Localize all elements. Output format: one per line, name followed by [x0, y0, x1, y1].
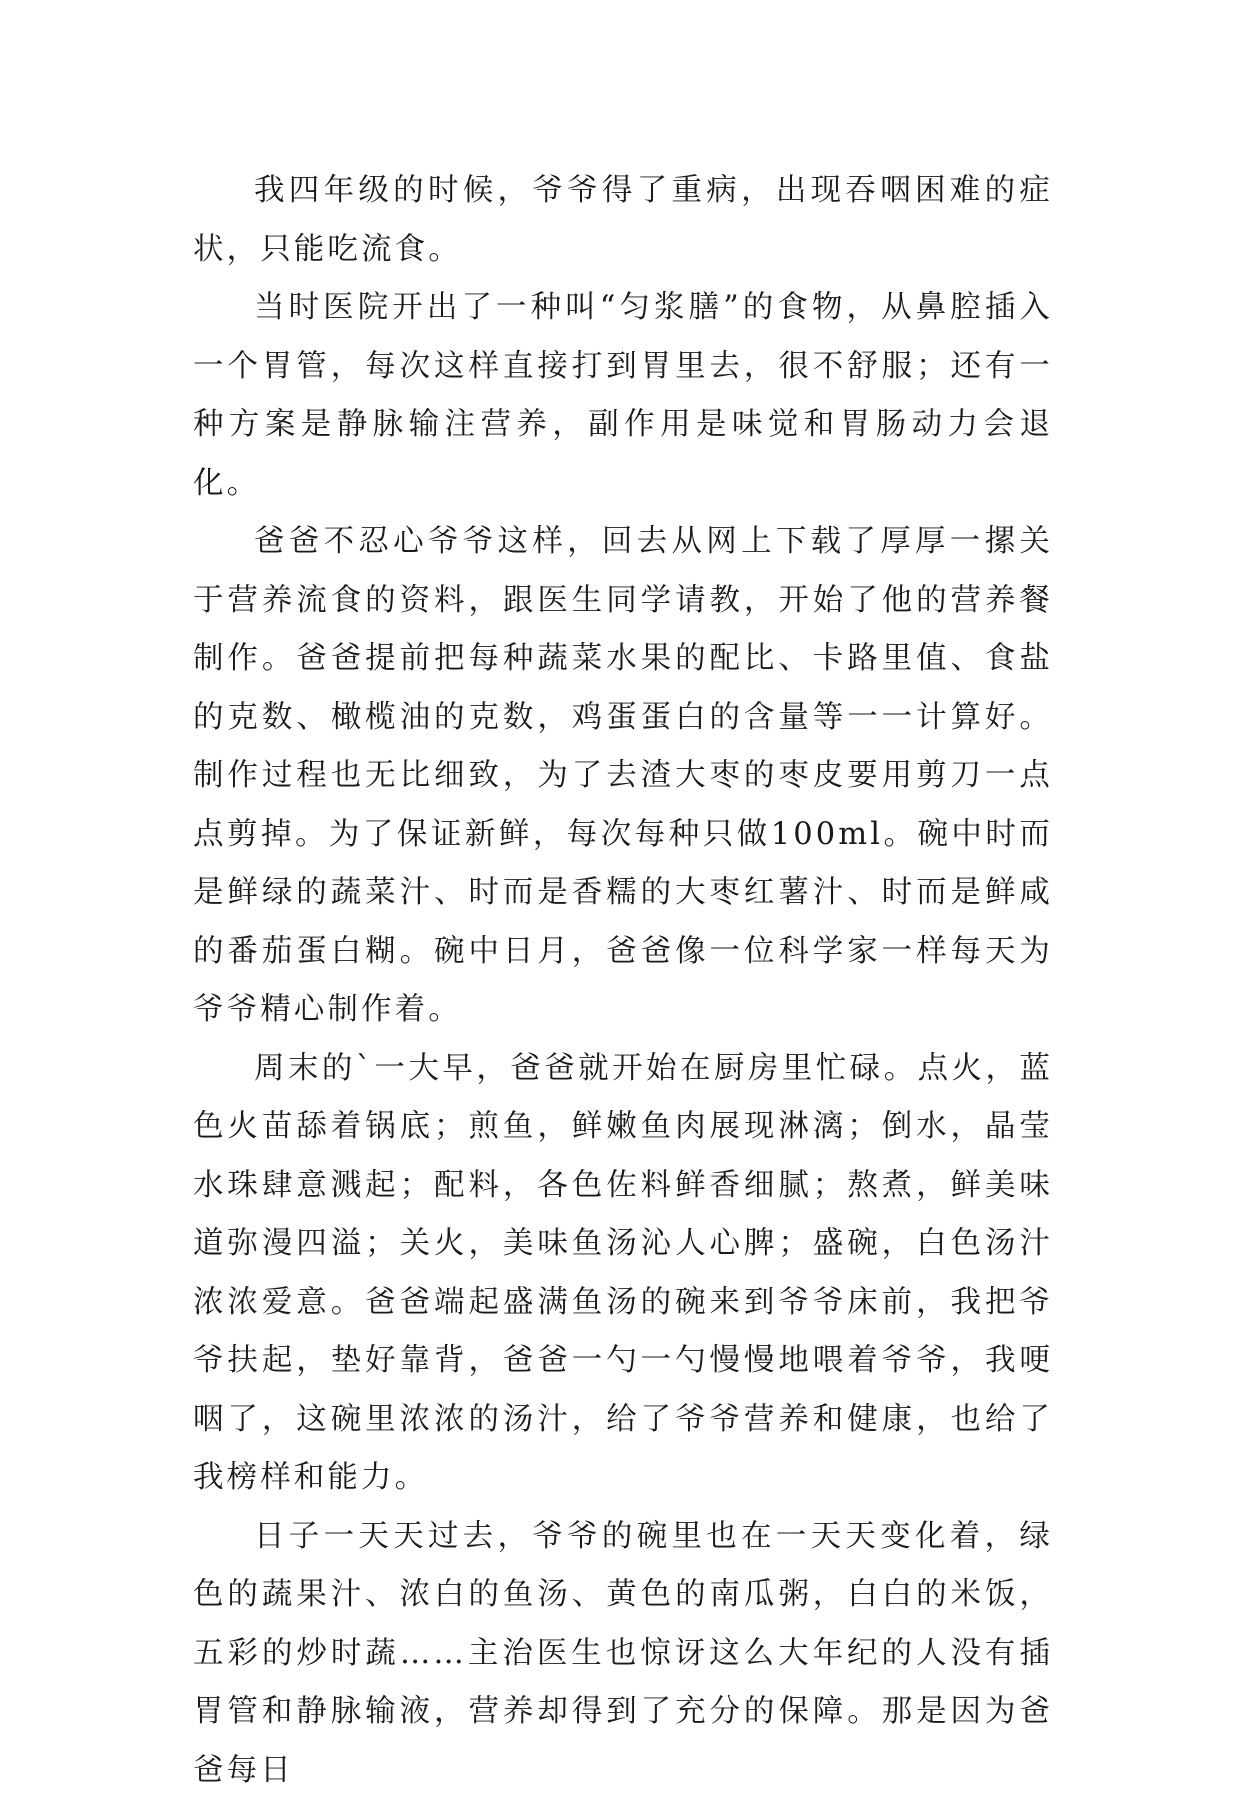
- paragraph-1: 我四年级的时候，爷爷得了重病，出现吞咽困难的症状，只能吃流食。: [193, 162, 1053, 279]
- document-body: [193, 162, 1053, 1800]
- paragraph-3: 爸爸不忍心爷爷这样，回去从网上下载了厚厚一摞关于营养流食的资料，跟医生同学请教，开始了他的营养餐制作。爸爸提前把每种蔬菜水果的配比、卡路里值、食盐的克数、橄榄油的克数，鸡蛋蛋白的含量等一一计算好。制作过程也无比细致，为了去渣大枣的枣皮要用剪刀一点点剪掉。为了保证新鲜，每次每种只做100ml。碗中时而是鲜绿的蔬菜汁、时而是香糯的大枣红薯汁、时而是鲜咸的番茄蛋白糊。碗中日月，爸爸像一位科学家一样每天为爷爷精心制作着。: [193, 513, 1053, 1040]
- paragraph-4: 周末的`一大早，爸爸就开始在厨房里忙碌。点火，蓝色火苗舔着锅底；煎鱼，鲜嫩鱼肉展现淋漓；倒水，晶莹水珠肆意溅起；配料，各色佐料鲜香细腻；熬煮，鲜美味道弥漫四溢；关火，美味鱼汤沁人心脾；盛碗，白色汤汁浓浓爱意。爸爸端起盛满鱼汤的碗来到爷爷床前，我把爷爷扶起，垫好靠背，爸爸一勺一勺慢慢地喂着爷爷，我哽咽了，这碗里浓浓的汤汁，给了爷爷营养和健康，也给了我榜样和能力。: [193, 1040, 1053, 1508]
- paragraph-5: 日子一天天过去，爷爷的碗里也在一天天变化着，绿色的蔬果汁、浓白的鱼汤、黄色的南瓜粥，白白的米饭，五彩的炒时蔬……主治医生也惊讶这么大年纪的人没有插胃管和静脉输液，营养却得到了充分的保障。那是因为爸爸每日: [193, 1508, 1053, 1800]
- paragraph-2: 当时医院开出了一种叫“匀浆膳”的食物，从鼻腔插入一个胃管，每次这样直接打到胃里去，很不舒服；还有一种方案是静脉输注营养，副作用是味觉和胃肠动力会退化。: [193, 279, 1053, 513]
